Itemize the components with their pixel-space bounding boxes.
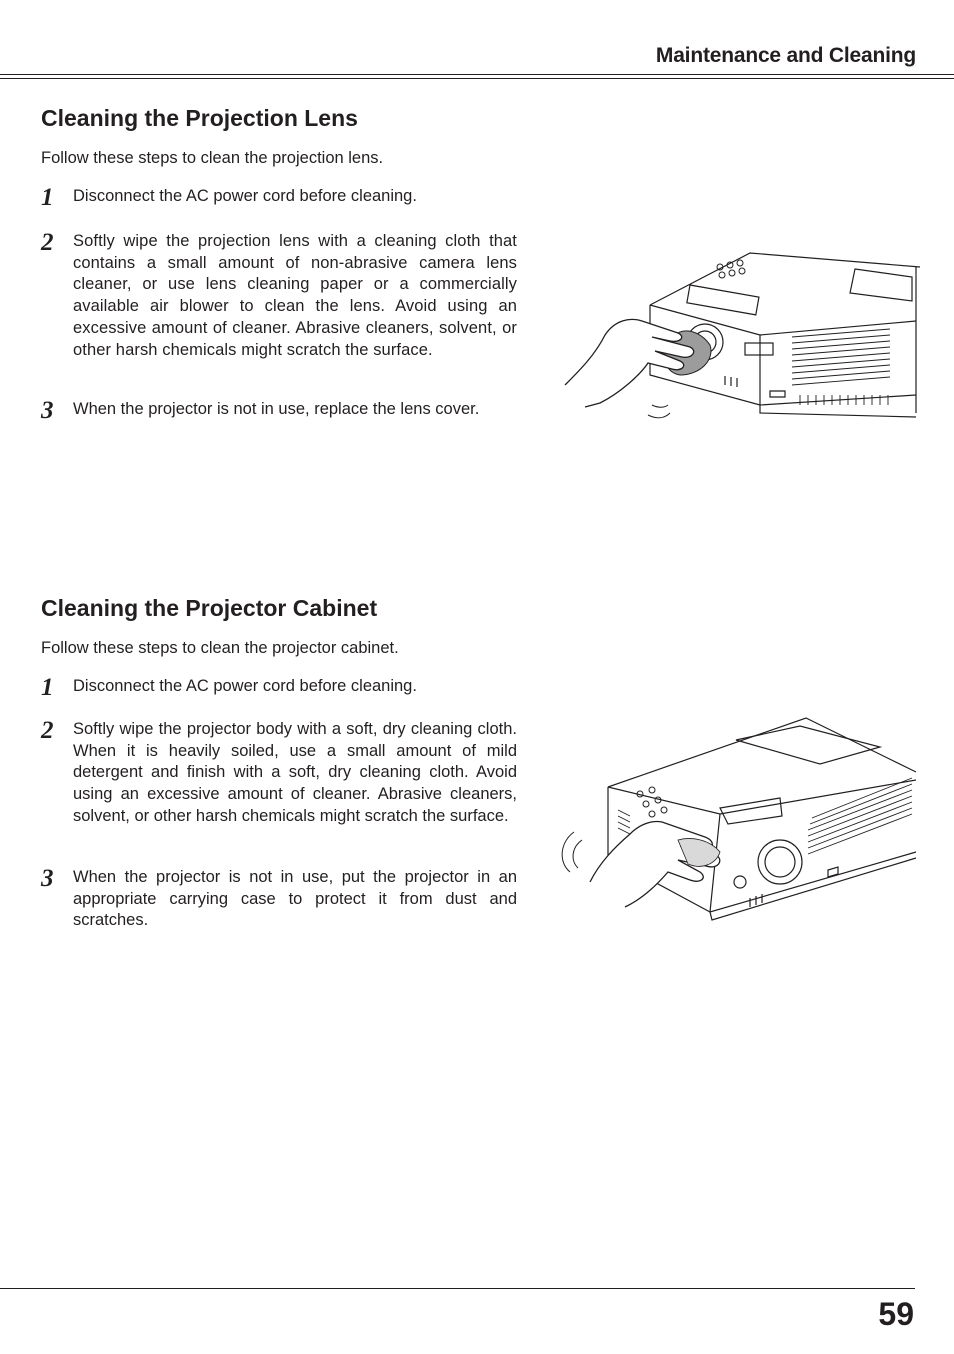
- step-text: Softly wipe the projection lens with a cleaning cloth that contains a small amount of non-abrasive camera lens cleaner, or use lens cleaning paper or a commercially available air blower to clean the lens. Avoid using an excessive amount of cleaner. Abrasive cleaners, solvent, or other harsh chemicals might scratch the surface.: [73, 232, 517, 359]
- running-header: Maintenance and Cleaning: [655, 44, 916, 67]
- step-text: Softly wipe the projector body with a soft, dry cleaning cloth. When it is heavily soiled, use a small amount of mild detergent and finish with a soft, dry cleaning cloth. Avoid using an excessive amount of cleaner. Abrasive cleaners, solvent, or other harsh chemicals might scratch the surface.: [73, 720, 517, 825]
- header-rule: [0, 74, 954, 75]
- step-1: [41, 184, 517, 211]
- step-text: Disconnect the AC power cord before cleaning.: [73, 677, 417, 695]
- step-2: [41, 231, 517, 361]
- page-number: 59: [878, 1296, 914, 1332]
- step-3: [41, 867, 517, 932]
- step-number: 3: [41, 865, 54, 892]
- step-number: 3: [41, 397, 54, 424]
- step-text: When the projector is not in use, put the projector in an appropriate carrying case to protect it from dust and scratches.: [73, 868, 517, 930]
- step-1: [41, 674, 517, 701]
- cabinet-cleaning-illustration: [560, 712, 920, 927]
- step-2: [41, 719, 517, 828]
- section-cabinet: [41, 594, 521, 658]
- section-intro: Follow these steps to clean the projection lens.: [41, 149, 384, 167]
- section-lens: [41, 104, 521, 168]
- lens-cleaning-illustration: [560, 245, 920, 435]
- section-title: Cleaning the Projection Lens: [41, 105, 358, 131]
- step-number: 2: [41, 229, 54, 256]
- section-intro: Follow these steps to clean the projector cabinet.: [41, 639, 399, 657]
- step-text: Disconnect the AC power cord before cleaning.: [73, 187, 417, 205]
- step-text: When the projector is not in use, replace the lens cover.: [73, 400, 480, 418]
- section-title: Cleaning the Projector Cabinet: [41, 595, 378, 621]
- step-number: 1: [41, 674, 54, 701]
- step-number: 2: [41, 717, 54, 744]
- header-rule-thin: [0, 78, 954, 79]
- step-number: 1: [41, 184, 54, 211]
- step-3: [41, 397, 517, 424]
- footer-rule: [0, 1288, 915, 1289]
